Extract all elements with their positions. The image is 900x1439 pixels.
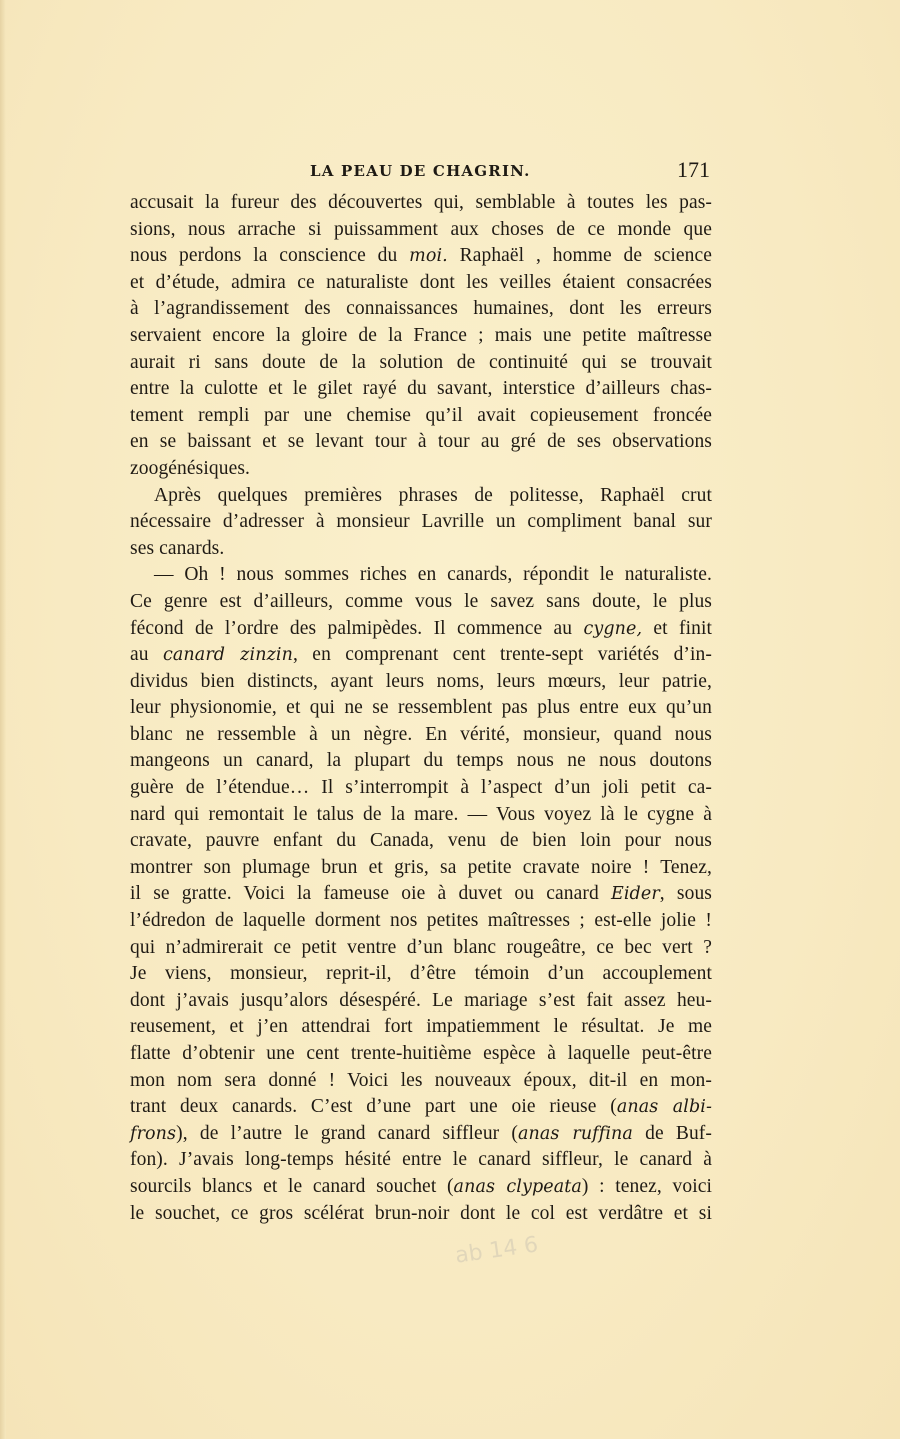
text-line: fécond de l’ordre des palmipèdes. Il commence au cygne, et finit xyxy=(130,617,712,639)
text-line: ses canards. xyxy=(130,537,225,559)
text-line: Ce genre est d’ailleurs, comme vous le savez sans doute, le plus xyxy=(130,590,712,612)
text-line: frons), de l’autre le grand canard siffleur (anas ruffina de Buf- xyxy=(130,1122,712,1144)
text-line: il se gratte. Voici la fameuse oie à duvet ou canard Eider, sous xyxy=(130,883,712,905)
page-number: 171 xyxy=(677,157,710,182)
text-line: Après quelques premières phrases de politesse, Raphaël crut xyxy=(154,484,712,506)
text-line: entre la culotte et le gilet rayé du savant, interstice d’ailleurs chas- xyxy=(130,378,712,400)
text-line: reusement, et j’en attendrai fort impatiemment le résultat. Je me xyxy=(130,1016,712,1038)
text-line: montrer son plumage brun et gris, sa petite cravate noire ! Tenez, xyxy=(130,856,712,878)
text-line: à l’agrandissement des connaissances humaines, dont les erreurs xyxy=(130,298,712,320)
text-line: dont j’avais jusqu’alors désespéré. Le mariage s’est fait assez heu- xyxy=(130,989,712,1011)
text-line: au canard zinzin, en comprenant cent trente-sept variétés d’in- xyxy=(130,644,712,666)
italic-term: cygne, xyxy=(583,618,643,639)
text-line: sourcils blancs et le canard souchet (anas clypeata) : tenez, voici xyxy=(130,1175,712,1197)
text-line: flatte d’obtenir une cent trente-huitième espèce à laquelle peut-être xyxy=(130,1043,712,1064)
page-edge-shadow xyxy=(0,0,6,1439)
text-line: mon nom sera donné ! Voici les nouveaux époux, dit-il en mon- xyxy=(130,1069,712,1091)
text-line: nécessaire d’adresser à monsieur Lavrille un compliment banal sur xyxy=(130,511,712,533)
italic-term: moi. xyxy=(409,246,448,267)
italic-term: canard zinzin xyxy=(163,645,293,666)
text-line: zoogénésiques. xyxy=(130,457,250,479)
text-line: leur physionomie, et qui ne se ressemblent pas plus entre eux qu’un xyxy=(130,697,712,719)
text-line: aurait ri sans doute de la solution de continuité qui se trouvait xyxy=(130,351,712,373)
text-line: et d’étude, admira ce naturaliste dont les veilles étaient consacrées xyxy=(130,271,712,293)
italic-term: anas albi- xyxy=(616,1097,712,1118)
italic-term: anas clypeata xyxy=(453,1176,582,1197)
text-line: — Oh ! nous sommes riches en canards, répondit le naturaliste. xyxy=(154,564,712,586)
body-text xyxy=(130,190,712,1227)
text-line: fon). J’avais long-temps hésité entre le canard siffleur, le canard à xyxy=(130,1149,712,1171)
italic-term: frons xyxy=(130,1123,177,1144)
text-line: cravate, pauvre enfant du Canada, venu de bien loin pour nous xyxy=(130,830,712,852)
text-line: l’édredon de laquelle dorment nos petites maîtresses ; est-elle jolie ! xyxy=(130,910,712,932)
running-title: LA PEAU DE CHAGRIN. xyxy=(310,162,531,180)
text-line: dividus bien distincts, ayant leurs noms, leurs mœurs, leur patrie, xyxy=(130,670,712,692)
text-line: accusait la fureur des découvertes qui, semblable à toutes les pas- xyxy=(130,192,712,213)
italic-term: anas ruffina xyxy=(518,1123,633,1144)
text-line: blanc ne ressemble à un nègre. En vérité, monsieur, quand nous xyxy=(130,723,712,745)
pencil-annotation: ab 14 6 xyxy=(453,1232,540,1269)
text-line: Je viens, monsieur, reprit-il, d’être témoin d’un accouplement xyxy=(130,963,712,985)
text-line: guère de l’étendue… Il s’interrompit à l’aspect d’un joli petit ca- xyxy=(130,777,712,799)
text-line: le souchet, ce gros scélérat brun-noir dont le col est verdâtre et si xyxy=(130,1202,712,1224)
text-line: mangeons un canard, la plupart du temps nous ne nous doutons xyxy=(130,750,712,772)
text-line: tement rempli par une chemise qu’il avait copieusement froncée xyxy=(130,404,712,426)
running-head xyxy=(130,157,712,187)
italic-term: Eider xyxy=(610,884,660,905)
text-line: nous perdons la conscience du moi. Raphaël , homme de science xyxy=(130,245,712,267)
text-line: trant deux canards. C’est d’une part une oie rieuse (anas albi- xyxy=(130,1096,712,1118)
text-line: en se baissant et se levant tour à tour au gré de ses observations xyxy=(130,431,712,453)
text-line: sions, nous arrache si puissamment aux choses de ce monde que xyxy=(130,218,712,240)
text-line: qui n’admirerait ce petit ventre d’un blanc rougeâtre, ce bec vert ? xyxy=(130,936,712,958)
text-line: servaient encore la gloire de la France ; mais une petite maîtresse xyxy=(130,324,712,346)
text-line: nard qui remontait le talus de la mare. — Vous voyez là le cygne à xyxy=(130,803,712,825)
